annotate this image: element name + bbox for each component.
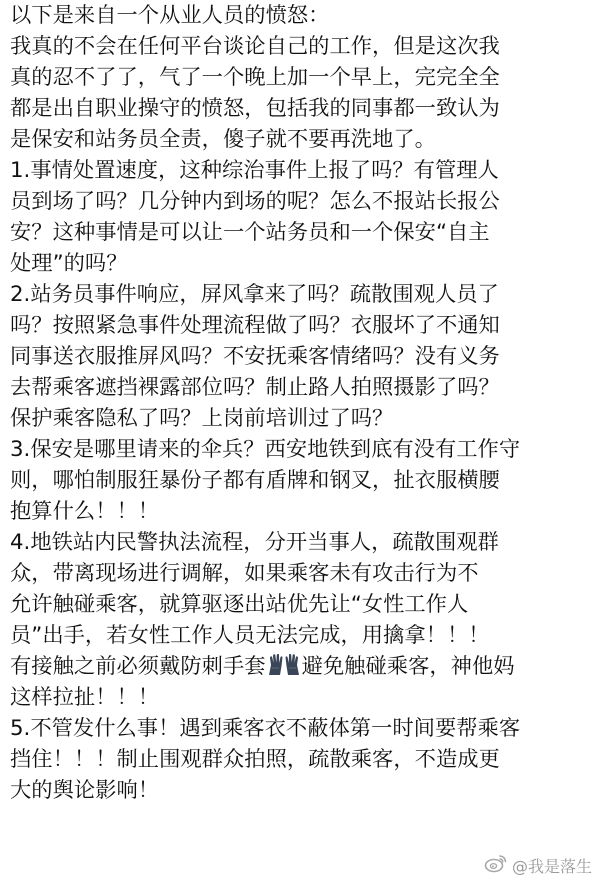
text-line-with-icon <box>10 651 600 682</box>
text-line: 5.不管发什么事！遇到乘客衣不蔽体第一时间要帮乘客 <box>10 716 521 741</box>
text-line: 抱算什么！！！ <box>10 499 160 524</box>
text-segment: 避免触碰乘客，神他妈 <box>301 654 515 679</box>
text-line: 吗？按照紧急事件处理流程做了吗？衣服坏了不通知 <box>10 313 500 338</box>
weibo-watermark <box>484 851 592 879</box>
text-line: 真的忍不了了，气了一个晚上加一个早上，完完全全 <box>10 65 500 90</box>
text-line: 是保安和站务员全责，傻子就不要再洗地了。 <box>10 127 436 152</box>
watermark-text: @我是落生 <box>511 856 592 876</box>
text-line: 处理”的吗？ <box>10 251 128 276</box>
text-line: 则，哪怕制服狂暴份子都有盾牌和钢叉，扯衣服横腰 <box>10 468 500 493</box>
text-line: 4.地铁站内民警执法流程，分开当事人，疏散围观群 <box>10 530 499 555</box>
text-line: 我真的不会在任何平台谈论自己的工作，但是这次我 <box>10 34 500 59</box>
text-line: 去帮乘客遮挡裸露部位吗？制止路人拍照摄影了吗？ <box>10 375 500 400</box>
text-line: 挡住！！！制止围观群众拍照，疏散乘客，不造成更 <box>10 747 500 772</box>
text-line: 这样拉扯！！！ <box>10 685 160 710</box>
text-line: 大的舆论影响！ <box>10 778 160 803</box>
text-line: 允许触碰乘客，就算驱逐出站优先让“女性工作人 <box>10 592 469 617</box>
gloves-icon <box>267 653 301 677</box>
weibo-icon <box>484 853 508 877</box>
text-line: 1.事情处置速度，这种综治事件上报了吗？有管理人 <box>10 158 499 183</box>
text-line: 保护乘客隐私了吗？上岗前培训过了吗？ <box>10 406 394 431</box>
post-text <box>10 0 600 806</box>
text-segment: 有接触之前必须戴防刺手套 <box>10 654 266 679</box>
text-line: 员”出手，若女性工作人员无法完成，用擒拿！！！ <box>10 623 490 648</box>
text-line: 3.保安是哪里请来的伞兵？西安地铁到底有没有工作守 <box>10 437 521 462</box>
text-line: 以下是来自一个从业人员的愤怒： <box>10 3 330 28</box>
text-line: 员到场了吗？几分钟内到场的呢？怎么不报站长报公 <box>10 189 500 214</box>
text-line: 同事送衣服推屏风吗？不安抚乘客情绪吗？没有义务 <box>10 344 500 369</box>
text-line: 都是出自职业操守的愤怒，包括我的同事都一致认为 <box>10 96 500 121</box>
text-line: 众，带离现场进行调解，如果乘客未有攻击行为不 <box>10 561 479 586</box>
text-line: 2.站务员事件响应，屏风拿来了吗？疏散围观人员了 <box>10 282 499 307</box>
text-line: 安？这种事情是可以让一个站务员和一个保安“自主 <box>10 220 490 245</box>
